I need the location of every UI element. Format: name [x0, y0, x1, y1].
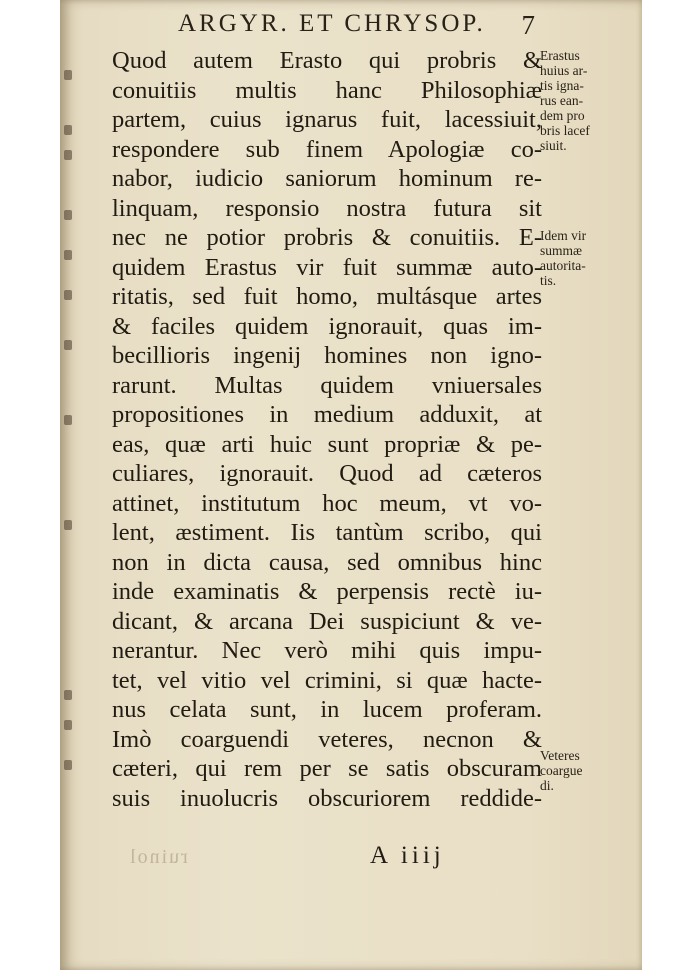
margin-note-line: Idem vir [540, 228, 587, 243]
margin-note-line: summæ [540, 243, 583, 258]
margin-note-line: di. [540, 778, 554, 793]
text-line: linquam, responsio nostra futura sit [112, 194, 542, 222]
margin-note-line: siuit. [540, 138, 567, 153]
margin-note-line: autorita- [540, 258, 586, 273]
text-line: non in dicta causa, sed omnibus hinc [112, 548, 542, 576]
margin-note-line: bris lacef [540, 123, 590, 138]
text-line: Quod autem Erasto qui probris & [112, 47, 542, 74]
margin-note-line: coargue [540, 763, 583, 778]
text-line: becillioris ingenij homines non igno- [112, 342, 542, 369]
text-line: inde examinatis & perpensis rectè iu- [112, 578, 542, 605]
text-line: attinet, institutum hoc meum, vt vo- [112, 489, 542, 517]
text-line: partem, cuius ignarus fuit, lacessiuit, [112, 106, 542, 133]
text-line: cæteri, qui rem per se satis obscuram [112, 755, 542, 782]
margin-note-line: huius ar- [540, 63, 588, 78]
text-line: culiares, ignorauit. Quod ad cæteros [112, 460, 542, 487]
margin-note-line: rus ean- [540, 93, 584, 108]
bleed-through-text: ruinol [128, 846, 188, 868]
text-line: ritatis, sed fuit homo, multásque artes [112, 283, 542, 310]
text-line: dicant, & arcana Dei suspiciunt & ve- [112, 607, 542, 635]
bleed-through-marks [64, 0, 76, 970]
running-title: ARGYR. ET CHRYSOP. [178, 10, 486, 37]
margin-note-line: Veteres [540, 748, 580, 763]
margin-note-line: tis igna- [540, 78, 584, 93]
text-line: lent, æstiment. Iis tantùm scribo, qui [112, 519, 542, 546]
margin-note-line: dem pro [540, 108, 585, 123]
text-line: Imò coarguendi veteres, necnon & [112, 725, 542, 753]
text-line: nerantur. Nec verò mihi quis impu- [112, 637, 542, 664]
text-line: nus celata sunt, in lucem proferam. [112, 696, 542, 723]
text-line: suis inuolucris obscuriorem reddide- [112, 784, 542, 812]
text-line: respondere sub finem Apologiæ co- [112, 135, 542, 163]
margin-note-erastus [540, 48, 630, 153]
text-line: & faciles quidem ignorauit, quas im- [112, 312, 542, 340]
text-line: nec ne potior probris & conuitiis. E- [112, 224, 542, 251]
text-line: quidem Erastus vir fuit summæ auto- [112, 253, 542, 281]
text-line: rarunt. Multas quidem vniuersales [112, 371, 542, 399]
margin-note-line: Erastus [540, 48, 580, 63]
signature-mark: A iiij [370, 842, 445, 869]
margin-note-idem-vir [540, 228, 630, 288]
main-text-block [112, 46, 542, 813]
margin-note-veteres [540, 748, 630, 793]
text-line: propositiones in medium adduxit, at [112, 401, 542, 428]
text-line: nabor, iudicio saniorum hominum re- [112, 165, 542, 192]
margin-note-line: tis. [540, 273, 557, 288]
text-line: eas, quæ arti huic sunt propriæ & pe- [112, 430, 542, 458]
running-header [178, 10, 538, 46]
text-line: tet, vel vitio vel crimini, si quæ hacte- [112, 666, 542, 694]
page-number: 7 [521, 10, 538, 40]
text-line: conuitiis multis hanc Philosophiæ [112, 76, 542, 104]
